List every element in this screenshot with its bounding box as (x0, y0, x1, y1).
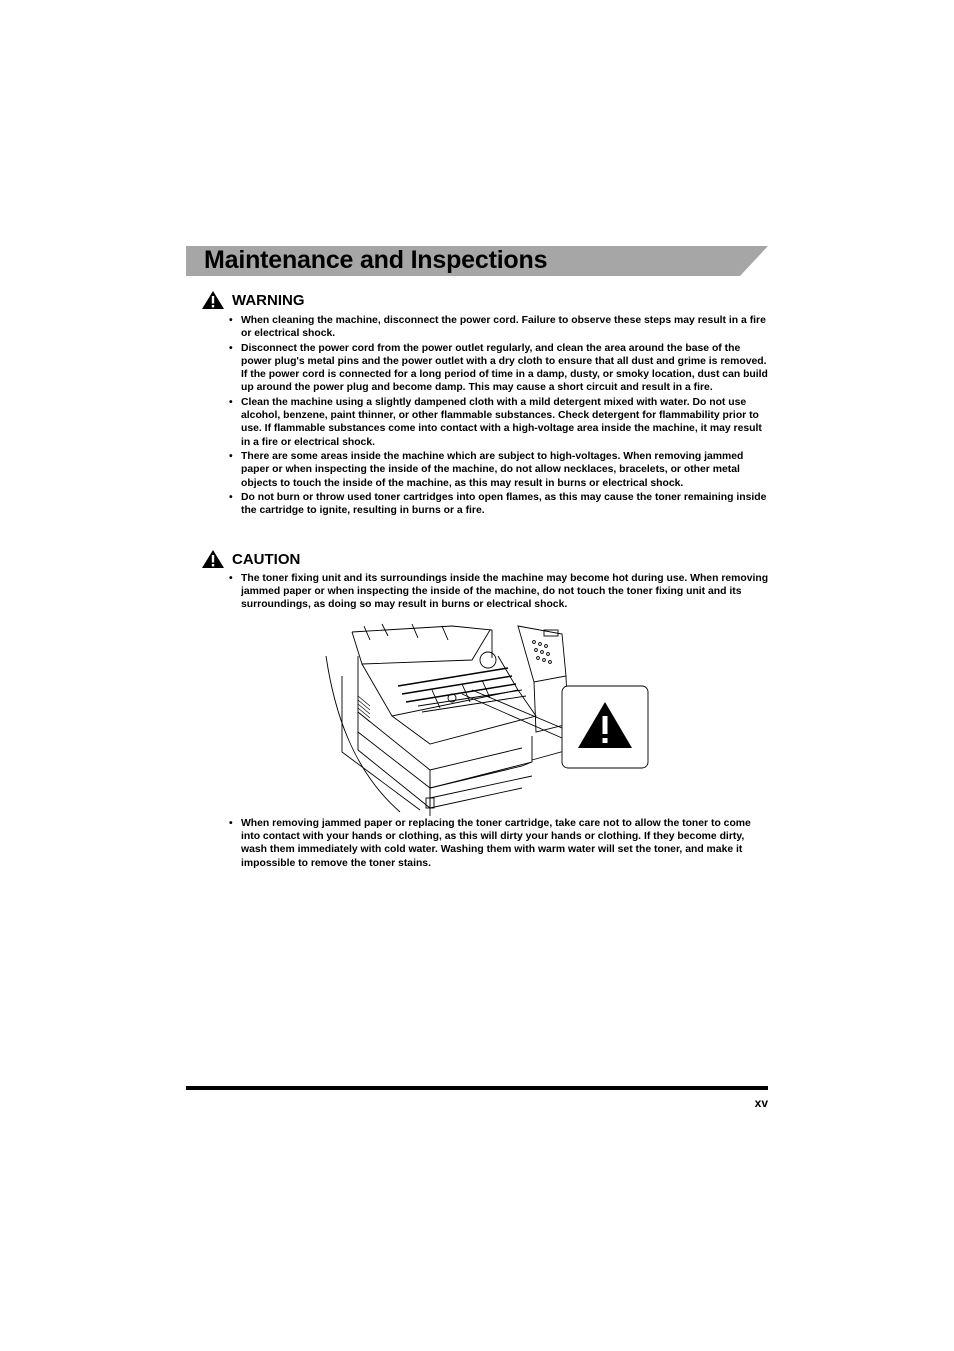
list-item: • The toner fixing unit and its surroundings inside the machine may become hot during use. When removing jammed paper or when inspecting the inside of the machine, do not touch the toner fixing unit and its surroundings, as doing so may result in burns or electrical shock. (229, 572, 769, 612)
page-title: Maintenance and Inspections (204, 246, 548, 274)
footer-rule (186, 1086, 768, 1090)
warning-list (229, 314, 769, 519)
warning-label: WARNING (232, 291, 305, 309)
list-item: • There are some areas inside the machine which are subject to high-voltages. When removing jammed paper or when inspecting the inside of the machine, do not allow necklaces, bracelets, or other metal objects to touch the inside of the machine, as this may result in burns or electrical shock. (229, 450, 769, 490)
list-item: • When cleaning the machine, disconnect the power cord. Failure to observe these steps may result in a fire or electrical shock. (229, 314, 769, 340)
caution-triangle-icon (201, 549, 225, 569)
caution-list-top (229, 572, 769, 613)
list-item: • Do not burn or throw used toner cartridges into open flames, as this may cause the toner remaining inside the cartridge to ignite, resulting in burns or a fire. (229, 491, 769, 517)
page-number: xv (754, 1096, 768, 1110)
caution-list-bottom (229, 817, 769, 871)
warning-triangle-icon (201, 290, 225, 310)
list-item: • Disconnect the power cord from the power outlet regularly, and clean the area around the base of the power plug's metal pins and the power outlet with a dry cloth to ensure that all dust and grime is removed. If the power cord is connected for a long period of time in a damp, dusty, or smoky location, dust can build up around the power plug and become damp. This may cause a short circuit and result in a fire. (229, 342, 769, 395)
list-item: • When removing jammed paper or replacing the toner cartridge, take care not to allow the toner to come into contact with your hands or clothing, as this will dirty your hands or clothing. If they become dirty, wash them immediately with cold water. Washing them with warm water will set the toner, and make it impossible to remove the toner stains. (229, 817, 769, 870)
warning-heading (201, 289, 305, 311)
caution-label: CAUTION (232, 550, 301, 568)
caution-heading (201, 548, 300, 570)
printer-fixing-unit-illustration (322, 620, 652, 816)
list-item: • Clean the machine using a slightly dampened cloth with a mild detergent mixed with water. Do not use alcohol, benzene, paint thinner, or other flammable substances. Check detergent for flammability prior to use. If flammable substances come into contact with a high-voltage area inside the machine, it may result in a fire or electrical shock. (229, 396, 769, 449)
